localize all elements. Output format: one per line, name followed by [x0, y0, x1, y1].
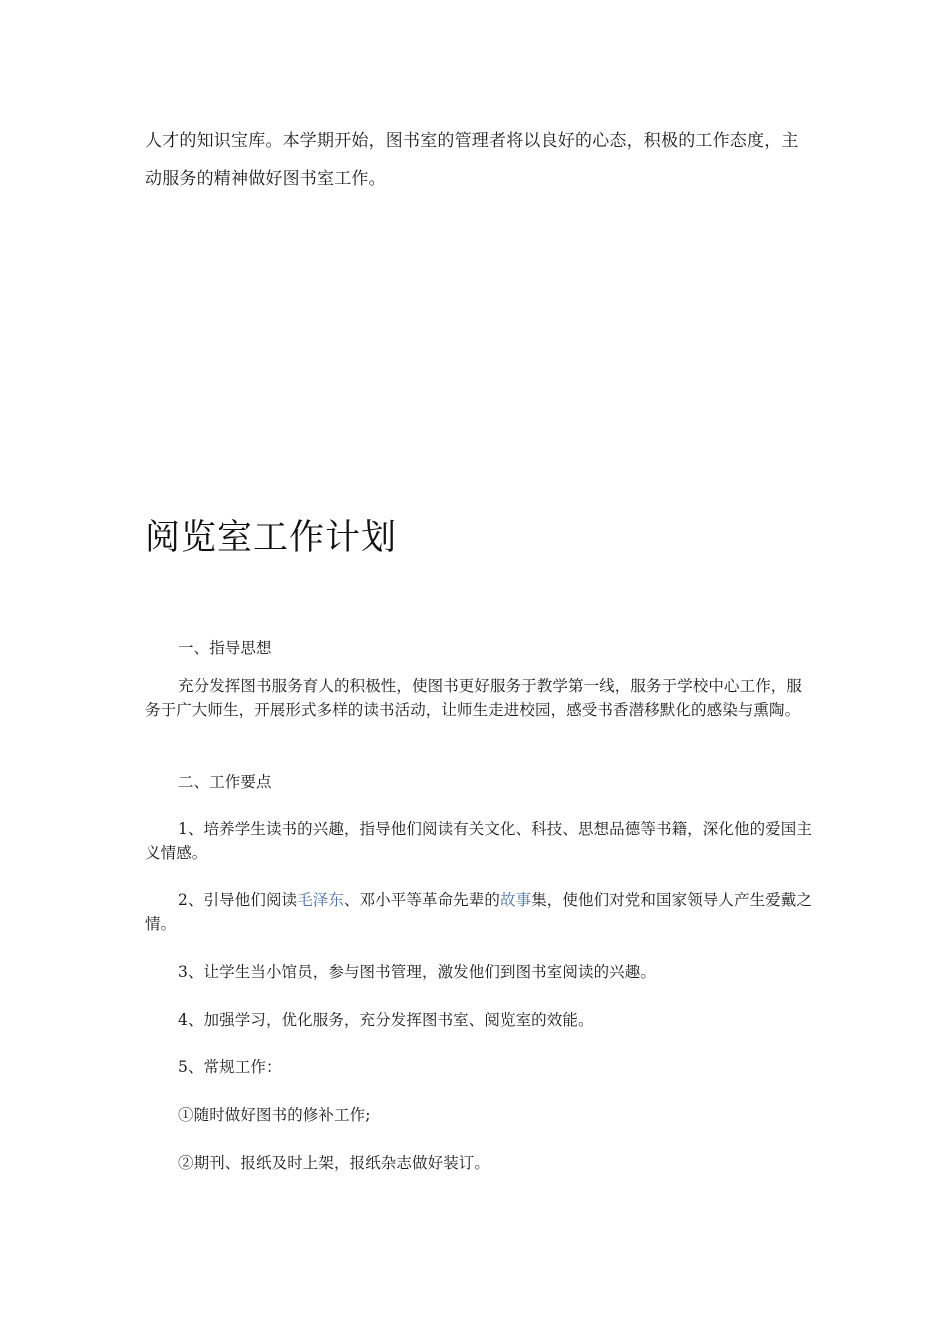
intro-paragraph: 人才的知识宝库。本学期开始，图书室的管理者将以良好的心态，积极的工作态度，主动服务的精神做好图书室工作。 — [145, 131, 799, 189]
link-mao-zedong[interactable]: 毛泽东 — [297, 891, 344, 909]
routine-item-2: ②期刊、报纸及时上架，报纸杂志做好装订。 — [178, 1154, 491, 1172]
point-5: 5、常规工作： — [178, 1058, 282, 1076]
guiding-paragraph: 充分发挥图书服务育人的积极性，使图书更好服务于教学第一线，服务于学校中心工作，服务于广大师生，开展形式多样的读书活动，让师生走进校园，感受书香潜移默化的感染与熏陶。 — [145, 677, 803, 719]
routine-item-1: ①随时做好图书的修补工作; — [178, 1106, 371, 1124]
point-2-text-pre: 2、引导他们阅读 — [178, 891, 298, 909]
point-1: 1、培养学生读书的兴趣，指导他们阅读有关文化、科技、思想品德等书籍，深化他的爱国主义情感。 — [145, 820, 812, 862]
link-gushi[interactable]: 故事 — [500, 891, 532, 909]
section-heading-guiding: 一、指导思想 — [178, 639, 272, 657]
point-4: 4、加强学习，优化服务，充分发挥图书室、阅览室的效能。 — [178, 1011, 594, 1029]
section-heading-key-points: 二、工作要点 — [178, 773, 272, 791]
point-3: 3、让学生当小馆员，参与图书管理，激发他们到图书室阅读的兴趣。 — [178, 963, 656, 981]
page-title: 阅览室工作计划 — [145, 518, 398, 558]
point-2 — [145, 888, 813, 936]
point-2-text-mid: 、邓小平等革命先辈的 — [343, 891, 500, 909]
point-2-text-post: 集，使他们对党和国家领导人产生爱戴之情。 — [145, 891, 813, 933]
